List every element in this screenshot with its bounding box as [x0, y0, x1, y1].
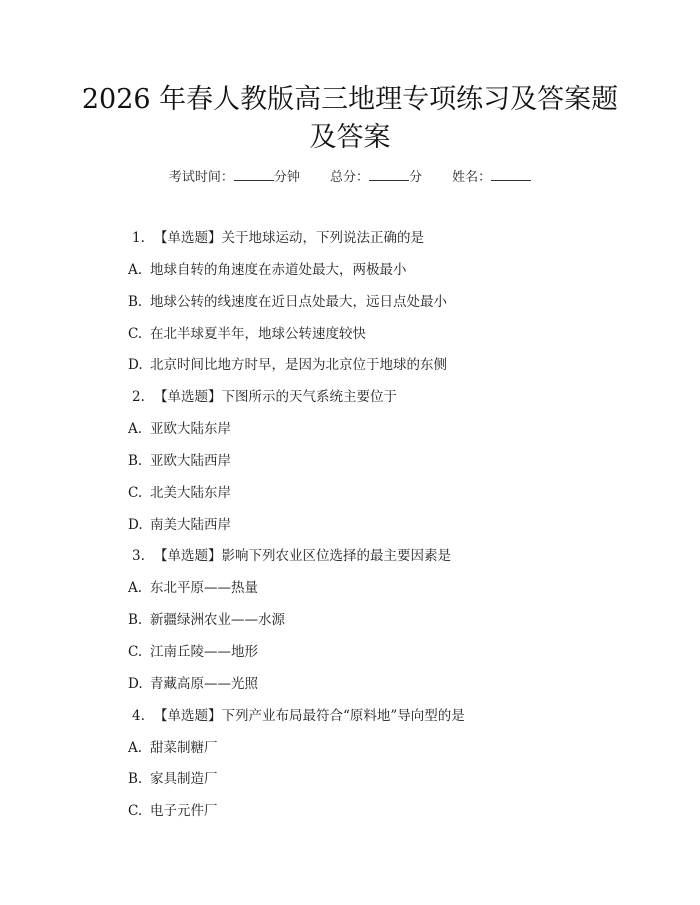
option-2b[interactable] — [128, 451, 648, 483]
option-1b[interactable] — [128, 292, 648, 324]
option-letter: A. — [128, 261, 143, 278]
score-blank[interactable] — [369, 168, 409, 181]
question-4 — [128, 706, 648, 738]
option-text: 亚欧大陆东岸 — [150, 421, 231, 438]
option-text: 北京时间比地方时早，是因为北京位于地球的东侧 — [150, 357, 447, 374]
question-text: 【单选题】影响下列农业区位选择的最主要因素是 — [154, 548, 451, 565]
question-text: 【单选题】下图所示的天气系统主要位于 — [154, 389, 397, 406]
exam-meta — [0, 168, 700, 188]
question-number: 1. — [132, 230, 145, 246]
question-1 — [128, 228, 648, 260]
option-letter: B. — [128, 452, 143, 469]
option-1a[interactable] — [128, 260, 648, 292]
option-letter: B. — [128, 293, 143, 310]
option-2a[interactable] — [128, 419, 648, 451]
option-text: 江南丘陵——地形 — [150, 643, 258, 660]
option-2d[interactable] — [128, 515, 648, 547]
option-letter: B. — [128, 612, 143, 629]
option-letter: D. — [128, 516, 143, 533]
option-4c[interactable] — [128, 801, 648, 833]
option-4a[interactable] — [128, 738, 648, 770]
name-blank[interactable] — [491, 168, 531, 181]
option-letter: D. — [128, 357, 143, 374]
name-field — [452, 170, 531, 185]
option-3c[interactable] — [128, 642, 648, 674]
option-3d[interactable] — [128, 674, 648, 706]
option-text: 在北半球夏半年，地球公转速度较快 — [150, 325, 366, 342]
option-3a[interactable] — [128, 578, 648, 610]
score-unit: 分 — [409, 170, 423, 185]
page-title-line-2: 及答案 — [309, 122, 391, 153]
score-label: 总分： — [329, 170, 369, 185]
option-2c[interactable] — [128, 483, 648, 515]
option-text: 地球公转的线速度在近日点处最大，远日点处最小 — [150, 293, 447, 310]
name-label: 姓名： — [452, 170, 492, 185]
time-field — [169, 170, 300, 185]
question-number: 4. — [132, 707, 145, 724]
option-3b[interactable] — [128, 610, 648, 642]
option-text: 青藏高原——光照 — [150, 675, 258, 692]
option-text: 家具制造厂 — [150, 771, 218, 788]
option-text: 地球自转的角速度在赤道处最大，两极最小 — [150, 261, 407, 278]
option-letter: C. — [128, 643, 143, 660]
time-unit: 分钟 — [273, 170, 300, 185]
score-field — [330, 170, 422, 185]
question-2 — [128, 387, 648, 419]
question-text: 【单选题】关于地球运动，下列说法正确的是 — [154, 230, 424, 246]
option-1c[interactable] — [128, 324, 648, 356]
time-label: 考试时间： — [168, 170, 234, 185]
question-list — [128, 228, 648, 833]
time-blank[interactable] — [234, 168, 274, 181]
option-4b[interactable] — [128, 769, 648, 801]
question-number: 3. — [132, 548, 145, 565]
option-text: 电子元件厂 — [150, 803, 218, 820]
option-text: 甜菜制糖厂 — [150, 739, 218, 756]
option-text: 南美大陆西岸 — [150, 516, 231, 533]
question-text: 【单选题】下列产业布局最符合“原料地”导向型的是 — [154, 707, 465, 724]
option-letter: C. — [128, 803, 143, 820]
option-letter: B. — [128, 771, 143, 788]
page-title-line-1: 2026 年春人教版高三地理专项练习及答案题 — [81, 84, 619, 115]
option-letter: C. — [128, 484, 143, 501]
option-letter: A. — [128, 739, 143, 756]
question-3 — [128, 546, 648, 578]
option-letter: C. — [128, 325, 143, 342]
option-1d[interactable] — [128, 355, 648, 387]
question-number: 2. — [132, 389, 145, 406]
option-letter: A. — [128, 421, 143, 438]
option-text: 北美大陆东岸 — [150, 484, 231, 501]
option-text: 亚欧大陆西岸 — [150, 452, 231, 469]
option-text: 新疆绿洲农业——水源 — [150, 612, 285, 629]
option-letter: A. — [128, 580, 143, 597]
option-letter: D. — [128, 675, 143, 692]
option-text: 东北平原——热量 — [150, 580, 258, 597]
